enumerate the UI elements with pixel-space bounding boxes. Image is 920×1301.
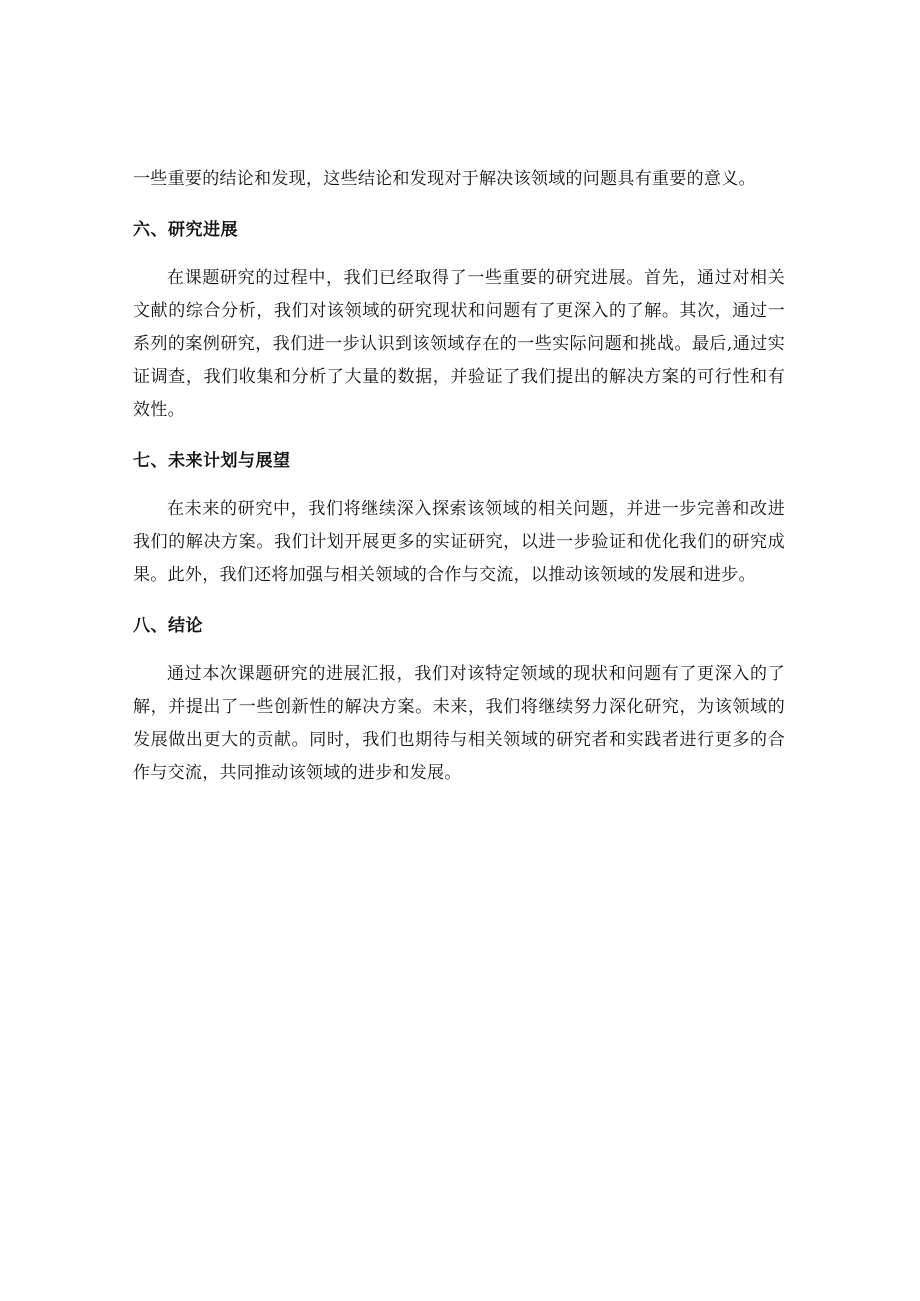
continuation-paragraph: 一些重要的结论和发现，这些结论和发现对于解决该领域的问题具有重要的意义。 — [133, 169, 756, 189]
section-paragraph-future-plans: 在未来的研究中，我们将继续深入探索该领域的相关问题，并进一步完善和改进我们的解决方案。我们计划开展更多的实证研究，以进一步验证和优化我们的研究成果。此外，我们还将加强与相关领域的合作与交流，以推动该领域的发展和进步。 — [133, 499, 785, 585]
spacer — [133, 638, 785, 658]
spacer — [133, 427, 785, 449]
document-body — [133, 163, 785, 790]
spacer — [133, 592, 785, 614]
spacer — [133, 473, 785, 493]
section-heading-progress: 六、研究进展 — [133, 220, 238, 240]
section-heading-conclusion: 八、结论 — [133, 616, 203, 636]
section-paragraph-conclusion: 通过本次课题研究的进展汇报，我们对该特定领域的现状和问题有了更深入的了解，并提出了一些创新性的解决方案。未来，我们将继续努力深化研究，为该领域的发展做出更大的贡献。同时，我们也期待与相关领域的研究者和实践者进行更多的合作与交流，共同推动该领域的进步和发展。 — [133, 664, 785, 783]
section-paragraph-progress: 在课题研究的过程中，我们已经取得了一些重要的研究进展。首先，通过对相关文献的综合分析，我们对该领域的研究现状和问题有了更深入的了解。其次，通过一系列的案例研究，我们进一步认识到该领域存在的一些实际问题和挑战。最后,通过实证调查，我们收集和分析了大量的数据，并验证了我们提出的解决方案的可行性和有效性。 — [133, 268, 785, 420]
spacer — [133, 242, 785, 262]
section-heading-future-plans: 七、未来计划与展望 — [133, 451, 291, 471]
spacer — [133, 196, 785, 218]
